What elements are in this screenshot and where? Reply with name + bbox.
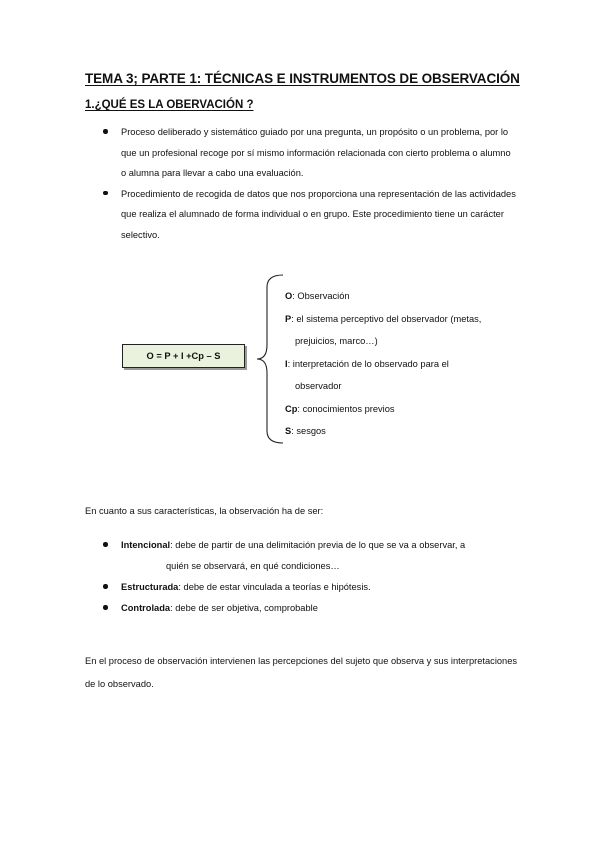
definition-i-continued: observador [295, 381, 342, 391]
intro-bullet-list [121, 122, 516, 245]
definition-s: S: sesgos [285, 426, 326, 436]
list-item: Procedimiento de recogida de datos que nos proporciona una representación de las actividades que realiza el alumnado de forma individual o en grupo. Este procedimiento tiene un carácter selectivo. [121, 184, 516, 246]
definition-cp: Cp: conocimientos previos [285, 403, 395, 414]
characteristics-intro: En cuanto a sus características, la observación ha de ser: [85, 506, 324, 516]
list-item: Intencional: debe de partir de una delimitación previa de lo que se va a observar, a quién se observará, en qué condiciones… [121, 535, 521, 577]
section-heading: 1.¿QUÉ ES LA OBERVACIÓN ? [85, 99, 254, 111]
definition-o: O: Observación [285, 291, 350, 301]
characteristics-list [121, 535, 521, 619]
formula-box: O = P + I +Cp – S [122, 344, 245, 368]
list-item: Proceso deliberado y sistemático guiado por una pregunta, un propósito o un problema, por lo que un profesional recoge por sí mismo información relacionada con cierto problema o alumno o alumna para llevar a cabo una evaluación. [121, 122, 516, 184]
definition-i: I: interpretación de lo observado para el [285, 358, 449, 369]
list-item: Controlada: debe de ser objetiva, comprobable [121, 598, 521, 619]
list-item: Estructurada: debe de estar vinculada a teorías e hipótesis. [121, 577, 521, 598]
definition-p-continued: prejuicios, marco…) [295, 336, 378, 346]
definition-p: P: el sistema perceptivo del observador (metas, [285, 313, 482, 324]
curly-brace [255, 273, 285, 445]
page-title: TEMA 3; PARTE 1: TÉCNICAS E INSTRUMENTOS DE OBSERVACIÓN [85, 71, 520, 86]
formula-definitions [285, 285, 525, 443]
closing-paragraph: En el proceso de observación intervienen las percepciones del sujeto que observa y sus interpretaciones de lo observado. [85, 656, 518, 689]
